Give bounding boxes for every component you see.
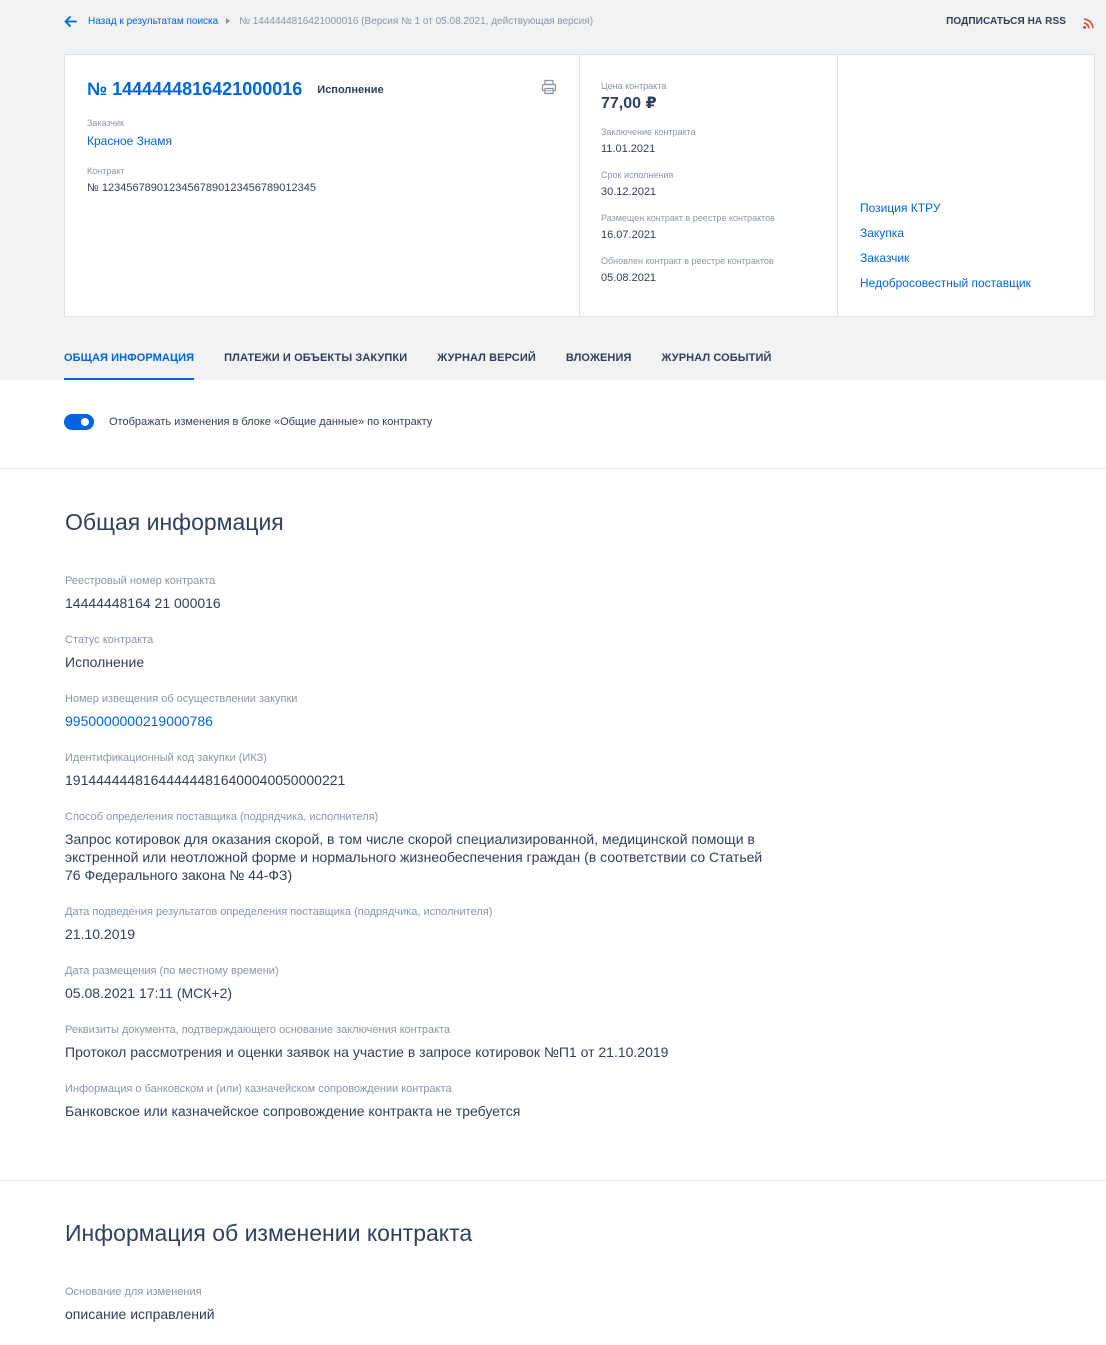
price-value: 77,00 ₽ — [601, 95, 657, 112]
placement-date-label: Дата размещения (по местному времени) — [65, 965, 279, 977]
info-field — [65, 633, 765, 671]
results-date-label: Дата подведения результатов определения поставщика (подрядчика, исполнителя) — [65, 906, 493, 918]
change-reason-label: Основание для изменения — [65, 1286, 202, 1298]
basis-document-label: Реквизиты документа, подтверждающего основание заключения контракта — [65, 1024, 451, 1036]
section-title-general: Общая информация — [65, 509, 284, 535]
contract-status: Исполнение — [317, 83, 384, 96]
purchase-link[interactable]: Закупка — [860, 226, 904, 240]
print-icon[interactable] — [541, 79, 557, 95]
info-field — [65, 751, 765, 789]
info-field — [65, 905, 765, 943]
status-label: Статус контракта — [65, 634, 154, 646]
change-reason-value: описание исправлений — [65, 1306, 215, 1322]
conclusion-label: Заключение контракта — [601, 127, 696, 137]
divider — [0, 468, 1106, 469]
ktru-link[interactable]: Позиция КТРУ — [860, 201, 941, 215]
price-label: Цена контракта — [601, 81, 667, 91]
info-field — [65, 964, 765, 1002]
changes-section — [65, 1219, 765, 1344]
info-field — [65, 1285, 765, 1323]
term-label: Срок исполнения — [601, 170, 674, 180]
info-field — [65, 1082, 765, 1120]
bank-support-label: Информация о банковском и (или) казначейском сопровождении контракта — [65, 1083, 452, 1095]
term-value: 30.12.2021 — [601, 186, 657, 198]
bank-support-value: Банковское или казначейское сопровождение контракта не требуется — [65, 1103, 521, 1119]
ikz-label: Идентификационный код закупки (ИКЗ) — [65, 752, 267, 764]
placement-date-value: 05.08.2021 17:11 (МСК+2) — [65, 985, 233, 1001]
customer-side-link[interactable]: Заказчик — [860, 251, 910, 265]
customer-link[interactable]: Красное Знамя — [87, 134, 172, 148]
breadcrumb-current: № 1444444816421000016 (Версия № 1 от 05.08.2021, действующая версия) — [239, 15, 594, 27]
rss-icon[interactable] — [1083, 16, 1094, 27]
divider — [0, 1180, 1106, 1181]
related-links — [838, 55, 1094, 316]
conclusion-value: 11.01.2021 — [601, 143, 656, 155]
rss-subscribe[interactable] — [946, 16, 1094, 27]
registry-number-label: Реестровый номер контракта — [65, 575, 216, 587]
tab-versions-log[interactable]: ЖУРНАЛ ВЕРСИЙ — [437, 352, 536, 364]
customer-label: Заказчик — [87, 118, 124, 128]
tab-bar — [64, 352, 802, 380]
section-title-changes: Информация об изменении контракта — [65, 1220, 473, 1246]
placed-label: Размещен контракт в реестре контрактов — [601, 213, 775, 223]
contract-label: Контракт — [87, 166, 125, 176]
tab-events-log[interactable]: ЖУРНАЛ СОБЫТИЙ — [661, 352, 772, 364]
show-changes-toggle[interactable] — [64, 414, 94, 430]
show-changes-row — [64, 414, 432, 430]
back-to-results-link[interactable]: Назад к результатам поиска — [88, 15, 219, 27]
registry-number-value: 14444448164 21 000016 — [65, 595, 221, 611]
supplier-method-value: Запрос котировок для оказания скорой, в том числе скорой специализированной, медицинской помощи в экстренной или неотложной форме и нормального жизнеобеспечения граждан (в соответствии со Статьей 76 Федерального закона № 44-ФЗ) — [65, 831, 763, 883]
contract-card-main — [65, 55, 580, 316]
contract-value: № 12345678901234567890123456789012345 — [87, 182, 316, 194]
status-value: Исполнение — [65, 654, 145, 670]
arrow-left-icon[interactable] — [64, 15, 80, 27]
info-field — [65, 1023, 765, 1061]
caret-right-icon — [226, 18, 230, 24]
general-info-section — [65, 508, 765, 1141]
updated-label: Обновлен контракт в реестре контрактов — [601, 256, 774, 266]
updated-value: 05.08.2021 — [601, 272, 657, 284]
info-field — [65, 574, 765, 612]
notice-number-link[interactable]: 9950000000219000786 — [65, 713, 213, 729]
tab-payments[interactable]: ПЛАТЕЖИ И ОБЪЕКТЫ ЗАКУПКИ — [224, 352, 408, 364]
contract-number[interactable]: № 1444444816421000016 — [87, 79, 303, 99]
notice-number-label: Номер извещения об осуществлении закупки — [65, 693, 298, 705]
supplier-method-label: Способ определения поставщика (подрядчика, исполнителя) — [65, 811, 379, 823]
info-field — [65, 810, 765, 884]
contract-card — [64, 54, 1095, 317]
show-changes-label: Отображать изменения в блоке «Общие данные» по контракту — [109, 416, 433, 428]
basis-document-value: Протокол рассмотрения и оценки заявок на участие в запросе котировок №П1 от 21.10.2019 — [65, 1044, 669, 1060]
tab-general-info[interactable]: ОБЩАЯ ИНФОРМАЦИЯ — [64, 352, 194, 380]
tab-attachments[interactable]: ВЛОЖЕНИЯ — [565, 352, 632, 364]
header-zone — [0, 0, 1106, 380]
results-date-value: 21.10.2019 — [65, 926, 136, 942]
rss-subscribe-link[interactable]: ПОДПИСАТЬСЯ НА RSS — [946, 15, 1066, 27]
contract-summary — [580, 55, 838, 316]
ikz-value: 191444444816444444816400040050000221 — [65, 772, 346, 788]
unfair-supplier-link[interactable]: Недобросовестный поставщик — [860, 276, 1031, 290]
breadcrumb — [64, 13, 1094, 29]
placed-value: 16.07.2021 — [601, 229, 657, 241]
info-field — [65, 692, 765, 730]
toggle-knob — [81, 418, 89, 426]
